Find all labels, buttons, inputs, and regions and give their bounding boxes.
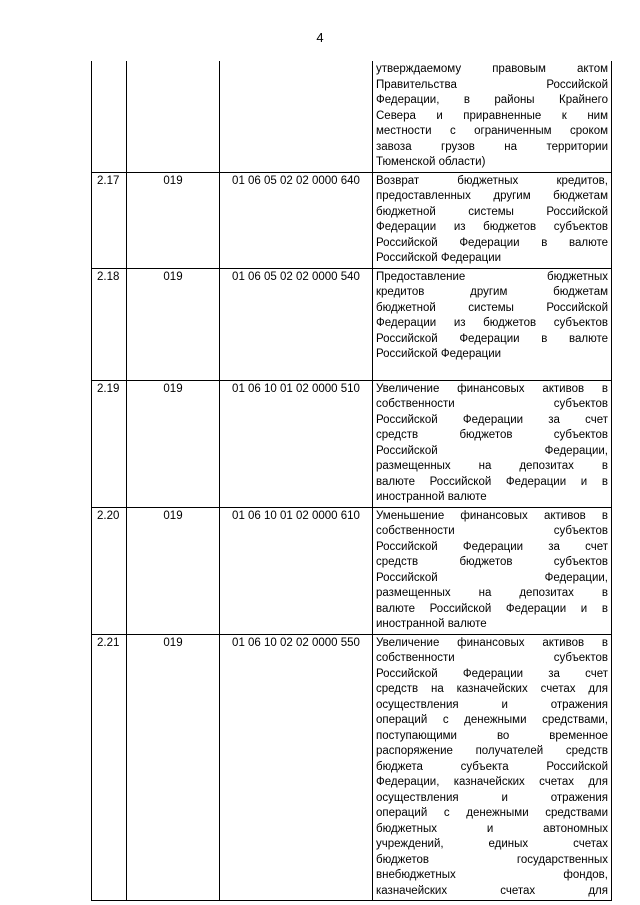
classification-code: 01 06 05 02 02 0000 640 [220,172,373,268]
source-name-line: казначейских счетах для [376,884,608,897]
source-name-line: средств бюджетов субъектов [376,429,608,441]
source-name [373,268,612,380]
source-name [373,61,612,172]
source-name-line: Российской Федерации, [376,571,608,584]
source-name-line: иностранной валюте [376,491,487,503]
source-name-line: утверждаемому правовым актом [376,63,608,75]
source-name-line: Федерации, в районы Крайнего [376,94,608,106]
source-name-line: бюджетной системы Российской [376,205,608,218]
row-number: 2.20 [92,507,127,634]
row-number: 2.21 [92,634,127,901]
source-name-line: размещенных на депозитах в [376,460,608,472]
row-number [92,61,127,172]
source-name-line: Российской Федерации, [376,444,608,457]
source-name-line: операций с денежными средствами [376,807,608,819]
source-name-line: Российской Федерации [376,348,502,360]
source-name [373,172,612,268]
classification-code: 01 06 10 02 02 0000 550 [220,634,373,901]
source-name-line: осуществления и отражения [376,698,608,711]
source-name-line: средств бюджетов субъектов [376,556,608,568]
table-row [92,172,612,268]
source-name-line: осуществления и отражения [376,791,608,804]
source-name-line: иностранной валюте [376,618,487,630]
admin-code: 019 [127,507,220,634]
source-name-line: Предоставление бюджетных [376,270,608,283]
source-name-line: Российской Федерации в валюте [376,236,608,249]
source-name-line: Российской Федерации за счет [376,667,608,680]
source-name-line: операций с денежными средствами, [376,714,608,726]
source-name-line: Российской Федерации в валюте [376,332,608,345]
table-row [92,61,612,172]
source-name-line: Тюменской области) [376,156,486,168]
source-name-line: размещенных на депозитах в [376,587,608,599]
admin-code: 019 [127,634,220,901]
classification-code: 01 06 10 01 02 0000 510 [220,380,373,507]
row-number: 2.17 [92,172,127,268]
source-name-line: поступающими во временное [376,729,608,742]
table-row [92,634,612,901]
source-name-line: кредитов другим бюджетам [376,286,608,298]
source-name-line: Правительства Российской [376,78,608,91]
source-name [373,634,612,901]
source-name-line: предоставленных другим бюджетам [376,190,608,202]
source-name-line: Увеличение финансовых активов в [376,636,608,649]
source-name-line: бюджетных и автономных [376,822,608,835]
source-name-line: Увеличение финансовых активов в [376,382,608,395]
admin-code [127,61,220,172]
admin-code: 019 [127,172,220,268]
source-name-line: Возврат бюджетных кредитов, [376,174,608,187]
source-name-line: Севера и приравненные к ним [376,109,608,122]
row-number: 2.19 [92,380,127,507]
source-name-line: распоряжение получателей средств [376,745,608,757]
source-name-line: Российской Федерации за счет [376,540,608,553]
cell-spacer [376,363,608,379]
classification-code: 01 06 05 02 02 0000 540 [220,268,373,380]
source-name [373,507,612,634]
source-name-line: средств на казначейских счетах для [376,683,608,695]
source-name-line: учреждений, единых счетах [376,838,608,850]
source-name-line: местности с ограниченным сроком [376,125,608,137]
source-name [373,380,612,507]
table-row [92,380,612,507]
source-name-line: собственности субъектов [376,398,608,410]
source-name-line: Уменьшение финансовых активов в [376,509,608,522]
classification-code [220,61,373,172]
admin-code: 019 [127,268,220,380]
source-name-line: собственности субъектов [376,525,608,537]
source-name-line: бюджетной системы Российской [376,301,608,314]
source-name-line: Федерации, казначейских счетах для [376,776,608,788]
source-name-line: Федерации из бюджетов субъектов [376,221,608,233]
source-name-line: завоза грузов на территории [376,140,608,153]
source-name-line: бюджета субъекта Российской [376,760,608,773]
admin-code: 019 [127,380,220,507]
source-name-line: бюджетов государственных [376,853,608,866]
row-number: 2.18 [92,268,127,380]
source-name-line: Российской Федерации [376,252,502,264]
source-name-line: Российской Федерации за счет [376,413,608,426]
table-row [92,268,612,380]
source-name-line: собственности субъектов [376,652,608,664]
source-name-line: внебюджетных фондов, [376,869,608,881]
budget-sources-table [91,61,612,901]
source-name-line: валюте Российской Федерации и в [376,475,608,488]
page-number: 4 [316,30,324,45]
classification-code: 01 06 10 01 02 0000 610 [220,507,373,634]
table-row [92,507,612,634]
source-name-line: валюте Российской Федерации и в [376,602,608,615]
source-name-line: Федерации из бюджетов субъектов [376,317,608,329]
